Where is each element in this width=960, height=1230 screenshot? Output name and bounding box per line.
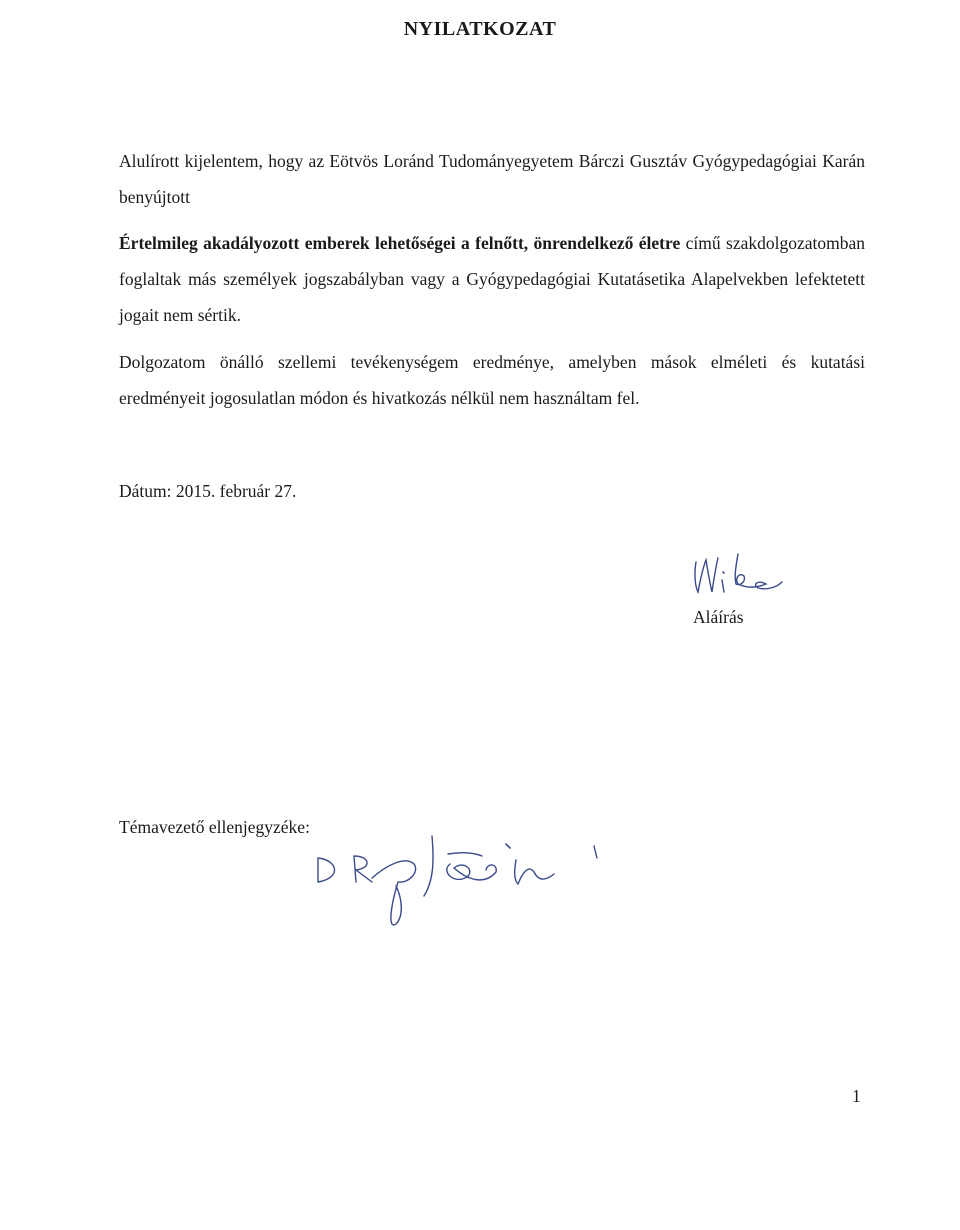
thesis-paragraph-text: című szakdolgozatomban foglaltak más személyek jogszabályban vagy a Gyógypedagógiai Kutatásetika Alapelvekben lefektetett jogait nem sértik. xyxy=(119,233,865,325)
supervisor-label: Témavezető ellenjegyzéke: xyxy=(119,817,310,837)
page-number: 1 xyxy=(852,1086,861,1106)
author-signature xyxy=(688,548,788,604)
thesis-title: Értelmileg akadályozott emberek lehetőségei a felnőtt, önrendelkező életre xyxy=(119,233,681,253)
document-title: NYILATKOZAT xyxy=(403,18,557,40)
originality-paragraph: Dolgozatom önálló szellemi tevékenységem eredménye, amelyben mások elméleti és kutatási eredményeit jogosulatlan módon és hivatkozás nélkül nem használtam fel. xyxy=(119,352,865,408)
thesis-paragraph xyxy=(119,225,865,333)
date-line: Dátum: 2015. február 27. xyxy=(119,481,297,501)
declaration-paragraph: Alulírott kijelentem, hogy az Eötvös Loránd Tudományegyetem Bárczi Gusztáv Gyógypedagógiai Karán benyújtott xyxy=(119,151,865,207)
supervisor-signature xyxy=(310,820,610,930)
signature-label: Aláírás xyxy=(693,607,744,627)
